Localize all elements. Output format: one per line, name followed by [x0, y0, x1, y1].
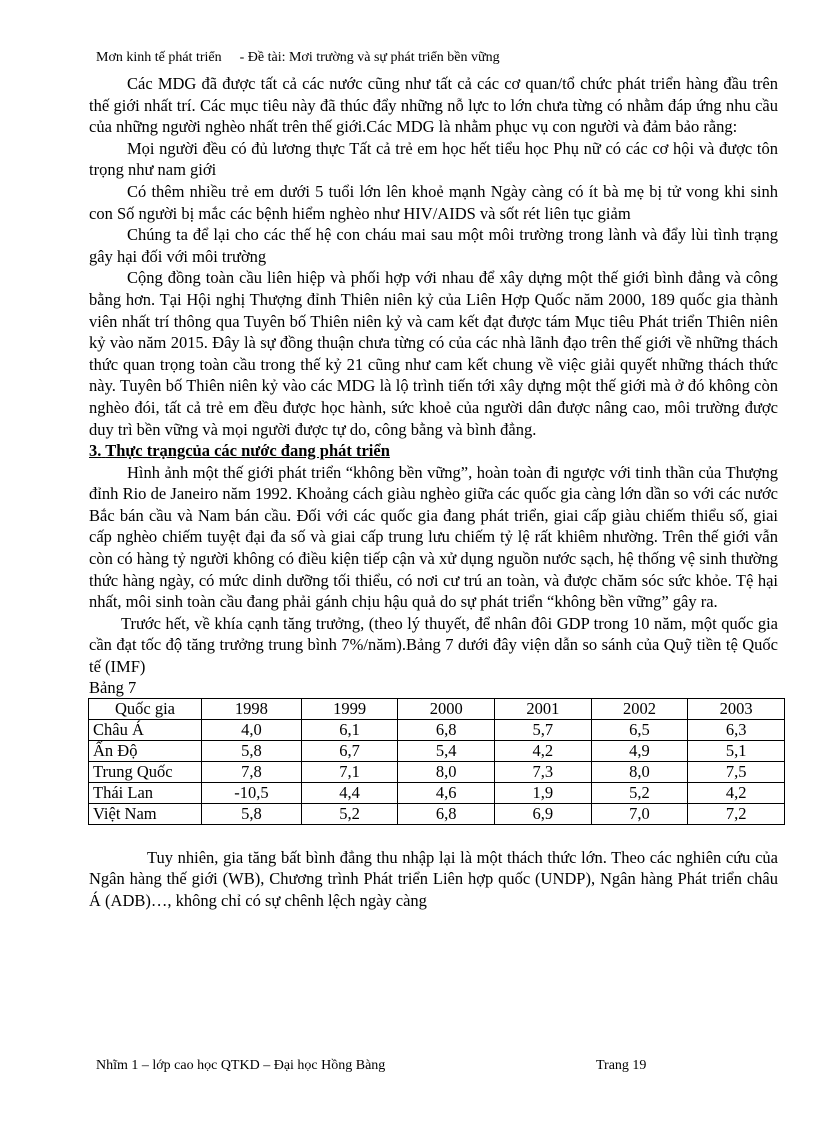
- table-cell: 6,9: [495, 803, 592, 824]
- table-cell: 6,8: [398, 803, 495, 824]
- section-number: 3.: [89, 441, 102, 461]
- table-cell: 5,2: [301, 803, 398, 824]
- table-cell: 6,3: [688, 719, 785, 740]
- column-header: 2003: [688, 698, 785, 719]
- table-cell: 4,2: [495, 740, 592, 761]
- table-cell: 8,0: [398, 761, 495, 782]
- table-cell: Trung Quốc: [89, 761, 202, 782]
- table-cell: 5,8: [202, 740, 302, 761]
- column-header: 2002: [591, 698, 688, 719]
- table-cell: Ấn Độ: [89, 740, 202, 761]
- paragraph: Trước hết, về khía cạnh tăng trưởng, (theo lý thuyết, để nhân đôi GDP trong 10 năm, một quốc gia cần đạt tốc độ tăng trưởng trung bình 7%/năm).Bảng 7 dưới đây viện dẫn so sánh của Quỹ tiền tệ Quốc tế (IMF): [89, 613, 778, 677]
- table-cell: 4,6: [398, 782, 495, 803]
- growth-table: [88, 698, 785, 825]
- table-cell: 8,0: [591, 761, 688, 782]
- page-number: Trang 19: [596, 1058, 647, 1073]
- paragraph: Hình ảnh một thế giới phát triển “không bền vững”, hoàn toàn đi ngược với tinh thần của Thượng đỉnh Rio de Janeiro năm 1992. Khoảng cách giàu nghèo giữa các quốc gia càng lớn dần so với các nước Bắc bán cầu và Nam bán cầu. Đối với các quốc gia đang phát triển, giai cấp giàu chiếm thiểu số, giai cấp nghèo chiếm tuyệt đại đa số và giai cấp trung lưu chiếm tỷ lệ rất khiêm nhường. Trên thế giới vẫn còn có hàng tỷ người không có điều kiện tiếp cận và xử dụng nguồn nước sạch, hệ thống vệ sinh thường thức hàng ngày, có mức dinh dưỡng tối thiểu, có nơi cư trú an toàn, và được chăm sóc sức khỏe. Tệ hại nhất, môi sinh toàn cầu đang phải gánh chịu hậu quả do sự phát triển “không bền vững” gây ra.: [89, 462, 778, 612]
- header-topic: - Đề tài: Mơi trường và sự phát triển bền vững: [239, 50, 500, 65]
- table-cell: 7,2: [688, 803, 785, 824]
- table-cell: 4,2: [688, 782, 785, 803]
- header-course: Mơn kinh tế phát triển: [96, 50, 222, 65]
- table-cell: 6,1: [301, 719, 398, 740]
- table-cell: Thái Lan: [89, 782, 202, 803]
- table-cell: 7,1: [301, 761, 398, 782]
- table-cell: 5,7: [495, 719, 592, 740]
- table-cell: 6,7: [301, 740, 398, 761]
- column-header: Quốc gia: [89, 698, 202, 719]
- table-row: [89, 782, 785, 803]
- paragraph: Các MDG đã được tất cả các nước cũng như tất cả các cơ quan/tổ chức phát triển hàng đầu trên thế giới nhất trí. Các mục tiêu này đã thúc đẩy những nỗ lực to lớn chưa từng có nhằm đáp ứng nhu cầu của những người nghèo nhất trên thế giới.Các MDG là nhằm phục vụ con người và đảm bảo rằng:: [89, 74, 778, 137]
- table-cell: 4,4: [301, 782, 398, 803]
- table-cell: 4,9: [591, 740, 688, 761]
- table-row: [89, 719, 785, 740]
- table-caption: Bảng 7: [89, 677, 137, 697]
- paragraph: Mọi người đều có đủ lương thực Tất cả trẻ em học hết tiểu học Phụ nữ có các cơ hội và được tôn trọng như nam giới: [89, 138, 778, 180]
- table-row: [89, 803, 785, 824]
- table-cell: 5,1: [688, 740, 785, 761]
- table-cell: Châu Á: [89, 719, 202, 740]
- paragraph: Chúng ta để lại cho các thế hệ con cháu mai sau một môi trường trong lành và đẩy lùi tình trạng gây hại đối với môi trường: [89, 225, 778, 266]
- table-cell: 7,3: [495, 761, 592, 782]
- footer-group: Nhĩm 1 – lớp cao học QTKD – Đại học Hồng Bàng: [96, 1058, 386, 1073]
- table-cell: 7,8: [202, 761, 302, 782]
- table-cell: 6,5: [591, 719, 688, 740]
- column-header: 2000: [398, 698, 495, 719]
- section-heading: [89, 440, 778, 462]
- table-cell: 4,0: [202, 719, 302, 740]
- table-cell: 5,4: [398, 740, 495, 761]
- table-row: [89, 761, 785, 782]
- section-title: Thực trạngcủa các nước đang phát triển: [105, 441, 390, 461]
- page-footer: [96, 1058, 696, 1074]
- document-body: [89, 73, 778, 911]
- table-cell: 7,5: [688, 761, 785, 782]
- table-cell: -10,5: [202, 782, 302, 803]
- paragraph: Cộng đồng toàn cầu liên hiệp và phối hợp với nhau để xây dựng một thế giới bình đẳng và công bằng hơn. Tại Hội nghị Thượng đỉnh Thiên niên kỷ của Liên Hợp Quốc năm 2000, 189 quốc gia thành viên nhất trí thông qua Tuyên bố Thiên niên kỷ và cam kết đạt được tám Mục tiêu Phát triển Thiên niên kỷ vào năm 2015. Đây là sự đồng thuận chưa từng có của các nhà lãnh đạo trên thế giới về những thách thức quan trọng toàn cầu trong thế kỷ 21 cũng như cam kết chung về việc giải quyết những thách thức này. Tuyên bố Thiên niên kỷ vào các MDG là lộ trình tiến tới xây dựng một thế giới mà ở đó không còn nghèo đói, tất cả trẻ em đều được học hành, sức khoẻ của người dân được nâng cao, môi trường được duy trì bền vững và mọi người được tự do, công bằng và bình đẳng.: [89, 268, 778, 439]
- table-cell: 7,0: [591, 803, 688, 824]
- table-cell: 1,9: [495, 782, 592, 803]
- column-header: 1999: [301, 698, 398, 719]
- page-header: [96, 50, 756, 66]
- column-header: 2001: [495, 698, 592, 719]
- table-cell: 5,8: [202, 803, 302, 824]
- table-header-row: [89, 698, 785, 719]
- paragraph: Có thêm nhiều trẻ em dưới 5 tuổi lớn lên khoẻ mạnh Ngày càng có ít bà mẹ bị tử vong khi sinh con Số người bị mắc các bệnh hiểm nghèo như HIV/AIDS và sốt rét liên tục giảm: [89, 181, 778, 223]
- paragraph: Tuy nhiên, gia tăng bất bình đẳng thu nhập lại là một thách thức lớn. Theo các nghiên cứu của Ngân hàng thế giới (WB), Chương trình Phát triển Liên hợp quốc (UNDP), Ngân hàng Phát triển châu Á (ADB)…, không chỉ có sự chênh lệch ngày càng: [89, 847, 778, 910]
- column-header: 1998: [202, 698, 302, 719]
- table-row: [89, 740, 785, 761]
- table-cell: 6,8: [398, 719, 495, 740]
- table-cell: 5,2: [591, 782, 688, 803]
- table-cell: Việt Nam: [89, 803, 202, 824]
